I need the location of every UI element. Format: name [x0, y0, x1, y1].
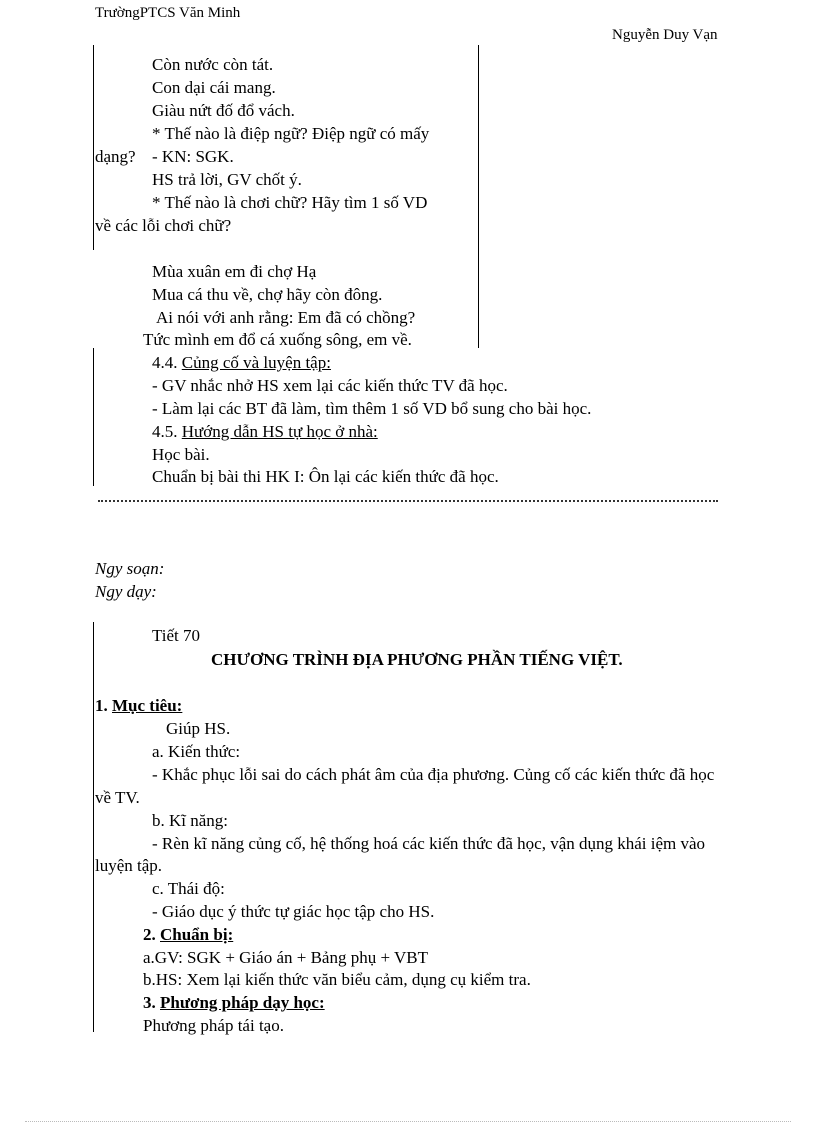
text-line: a.GV: SGK + Giáo án + Bảng phụ + VBT	[143, 948, 428, 967]
text-line: - Khắc phục lỗi sai do cách phát âm của địa phương. Củng cố các kiến thức đã học	[152, 765, 715, 784]
teacher-name: Nguyễn Duy Vạn	[612, 27, 718, 43]
text-line: - Giáo dục ý thức tự giác học tập cho HS.	[152, 902, 435, 921]
table-border-left	[93, 45, 94, 250]
sub-heading-c: c. Thái độ:	[152, 879, 225, 898]
poem-line: Mua cá thu về, chợ hãy còn đông.	[152, 285, 383, 304]
heading-phuong-phap: 3. Phương pháp dạy học:	[143, 993, 325, 1012]
text-line: - Rèn kĩ năng củng cố, hệ thống hoá các kiến thức đã học, vận dụng khái iệm vào	[152, 834, 706, 853]
sub-heading-b: b. Kĩ năng:	[152, 811, 229, 830]
lesson-title: CHƯƠNG TRÌNH ĐỊA PHƯƠNG PHẦN TIẾNG VIỆT.	[211, 650, 623, 669]
text-line: Con dại cái mang.	[152, 78, 276, 97]
text-line: * Thế nào là điệp ngữ? Điệp ngữ có mấy	[152, 124, 430, 143]
poem-line: Mùa xuân em đi chợ Hạ	[152, 262, 317, 281]
date-day: Ngy dạy:	[95, 582, 157, 601]
heading-muc-tieu: 1. Mục tiêu:	[95, 696, 183, 715]
text-line: luyện tập.	[95, 856, 163, 875]
poem-line: Tức mình em đổ cá xuống sông, em về.	[143, 330, 412, 349]
poem-line: Ai nói với anh rằng: Em đã có chồng?	[156, 308, 416, 327]
text-line: Giàu nứt đố đổ vách.	[152, 101, 295, 120]
date-soan: Ngy soạn:	[95, 559, 165, 578]
table-border-right	[478, 45, 479, 348]
text-line: Chuẩn bị bài thi HK I: Ôn lại các kiến thức đã học.	[152, 467, 499, 486]
text-line: Phương pháp tái tạo.	[143, 1016, 284, 1035]
text-line: - GV nhắc nhở HS xem lại các kiến thức TV đã học.	[152, 376, 508, 395]
text-line: b.HS: Xem lại kiến thức văn biểu cảm, dụng cụ kiểm tra.	[143, 970, 531, 989]
sub-heading-a: a. Kiến thức:	[152, 742, 241, 761]
text-line: về các lỗi chơi chữ?	[95, 216, 232, 235]
text-line: Học bài.	[152, 445, 210, 464]
text-line: - KN: SGK.	[152, 147, 234, 166]
table-border-left-lesson	[93, 622, 94, 1032]
lesson-number: Tiết 70	[152, 626, 201, 645]
text-line: HS trả lời, GV chốt ý.	[152, 170, 302, 189]
dotted-separator	[98, 500, 718, 502]
school-name: TrườngPTCS Văn Minh	[95, 5, 241, 21]
heading-chuan-bi: 2. Chuẩn bị:	[143, 925, 234, 944]
text-line: dạng?	[95, 147, 136, 166]
page-bottom-border	[25, 1121, 791, 1122]
text-line: * Thế nào là chơi chữ? Hãy tìm 1 số VD	[152, 193, 428, 212]
heading-huong-dan: 4.5. Hướng dẫn HS tự học ở nhà:	[152, 422, 378, 441]
table-border-left-lower	[93, 348, 94, 486]
heading-cung-co: 4.4. Củng cố và luyện tập:	[152, 353, 331, 372]
text-line: Giúp HS.	[166, 719, 231, 738]
text-line: Còn nước còn tát.	[152, 55, 274, 74]
text-line: - Làm lại các BT đã làm, tìm thêm 1 số VD bổ sung cho bài học.	[152, 399, 592, 418]
text-line: về TV.	[95, 788, 140, 807]
